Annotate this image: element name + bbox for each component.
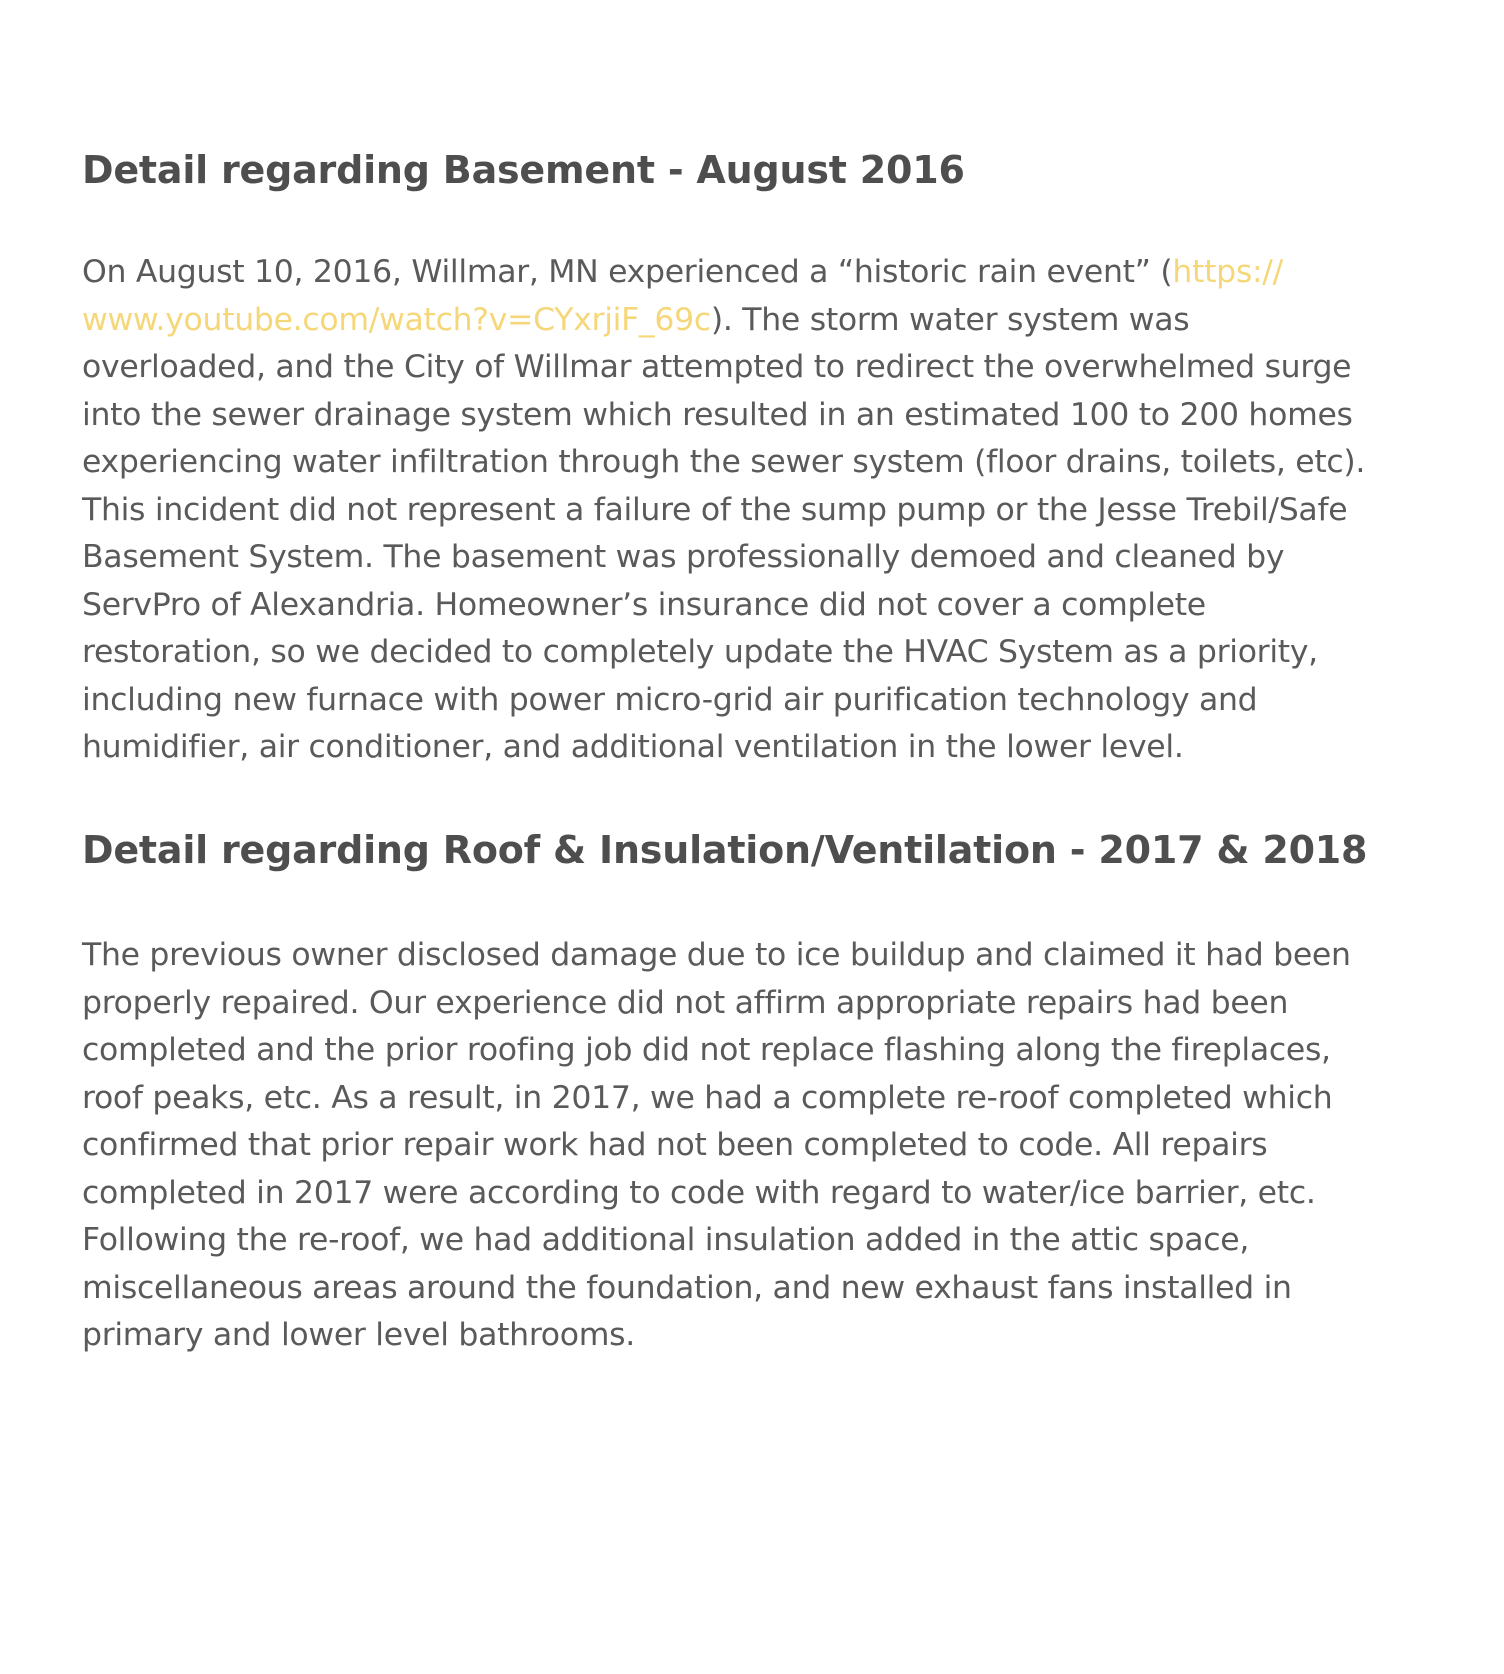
paragraph-line: overloaded, and the City of Willmar attempted to redirect the overwhelmed surge xyxy=(82,349,1352,385)
heading-basement: Detail regarding Basement - August 2016 xyxy=(82,148,965,192)
paragraph-line: including new furnace with power micro-grid air purification technology and xyxy=(82,681,1258,718)
paragraph-line xyxy=(82,297,1365,345)
paragraph-line: roof peaks, etc. As a result, in 2017, we had a complete re-roof completed which xyxy=(82,1079,1333,1116)
paragraph-line xyxy=(82,249,1365,297)
paragraph-line: humidifier, air conditioner, and additional ventilation in the lower level. xyxy=(82,729,1184,765)
paragraph-line: properly repaired. Our experience did not affirm appropriate repairs had been xyxy=(82,984,1289,1021)
paragraph-line: completed and the prior roofing job did not replace flashing along the fireplaces, xyxy=(82,1032,1331,1068)
paragraph-line: miscellaneous areas around the foundation, and new exhaust fans installed in xyxy=(82,1269,1292,1306)
paragraph-line: primary and lower level bathrooms. xyxy=(82,1317,635,1353)
paragraph-line: restoration, so we decided to completely update the HVAC System as a priority, xyxy=(82,634,1318,670)
heading-roof: Detail regarding Roof & Insulation/Ventilation - 2017 & 2018 xyxy=(82,828,1368,872)
line-text: On August 10, 2016, Willmar, MN experienced a “historic rain event” ( xyxy=(82,254,1173,290)
youtube-link-part1[interactable]: https:// xyxy=(1172,254,1283,290)
paragraph-line: The previous owner disclosed damage due to ice buildup and claimed it had been xyxy=(82,937,1351,973)
paragraph-basement xyxy=(82,249,1365,772)
paragraph-line: into the sewer drainage system which resulted in an estimated 100 to 200 homes xyxy=(82,396,1353,433)
paragraph-line: confirmed that prior repair work had not been completed to code. All repairs xyxy=(82,1127,1268,1163)
paragraph-line: completed in 2017 were according to code with regard to water/ice barrier, etc. xyxy=(82,1174,1316,1211)
paragraph-line: Following the re-roof, we had additional insulation added in the attic space, xyxy=(82,1222,1250,1258)
line-text: ). The storm water system was xyxy=(710,301,1190,338)
paragraph-line: This incident did not represent a failure of the sump pump or the Jesse Trebil/Safe xyxy=(82,491,1348,528)
paragraph-roof xyxy=(82,932,1351,1360)
youtube-link-part2[interactable]: www.youtube.com/watch?v=CYxrjiF_69c xyxy=(82,301,711,338)
paragraph-line: experiencing water infiltration through the sewer system (floor drains, toilets, etc). xyxy=(82,444,1366,480)
paragraph-line: Basement System. The basement was professionally demoed and cleaned by xyxy=(82,539,1285,575)
paragraph-line: ServPro of Alexandria. Homeowner’s insurance did not cover a complete xyxy=(82,586,1206,623)
